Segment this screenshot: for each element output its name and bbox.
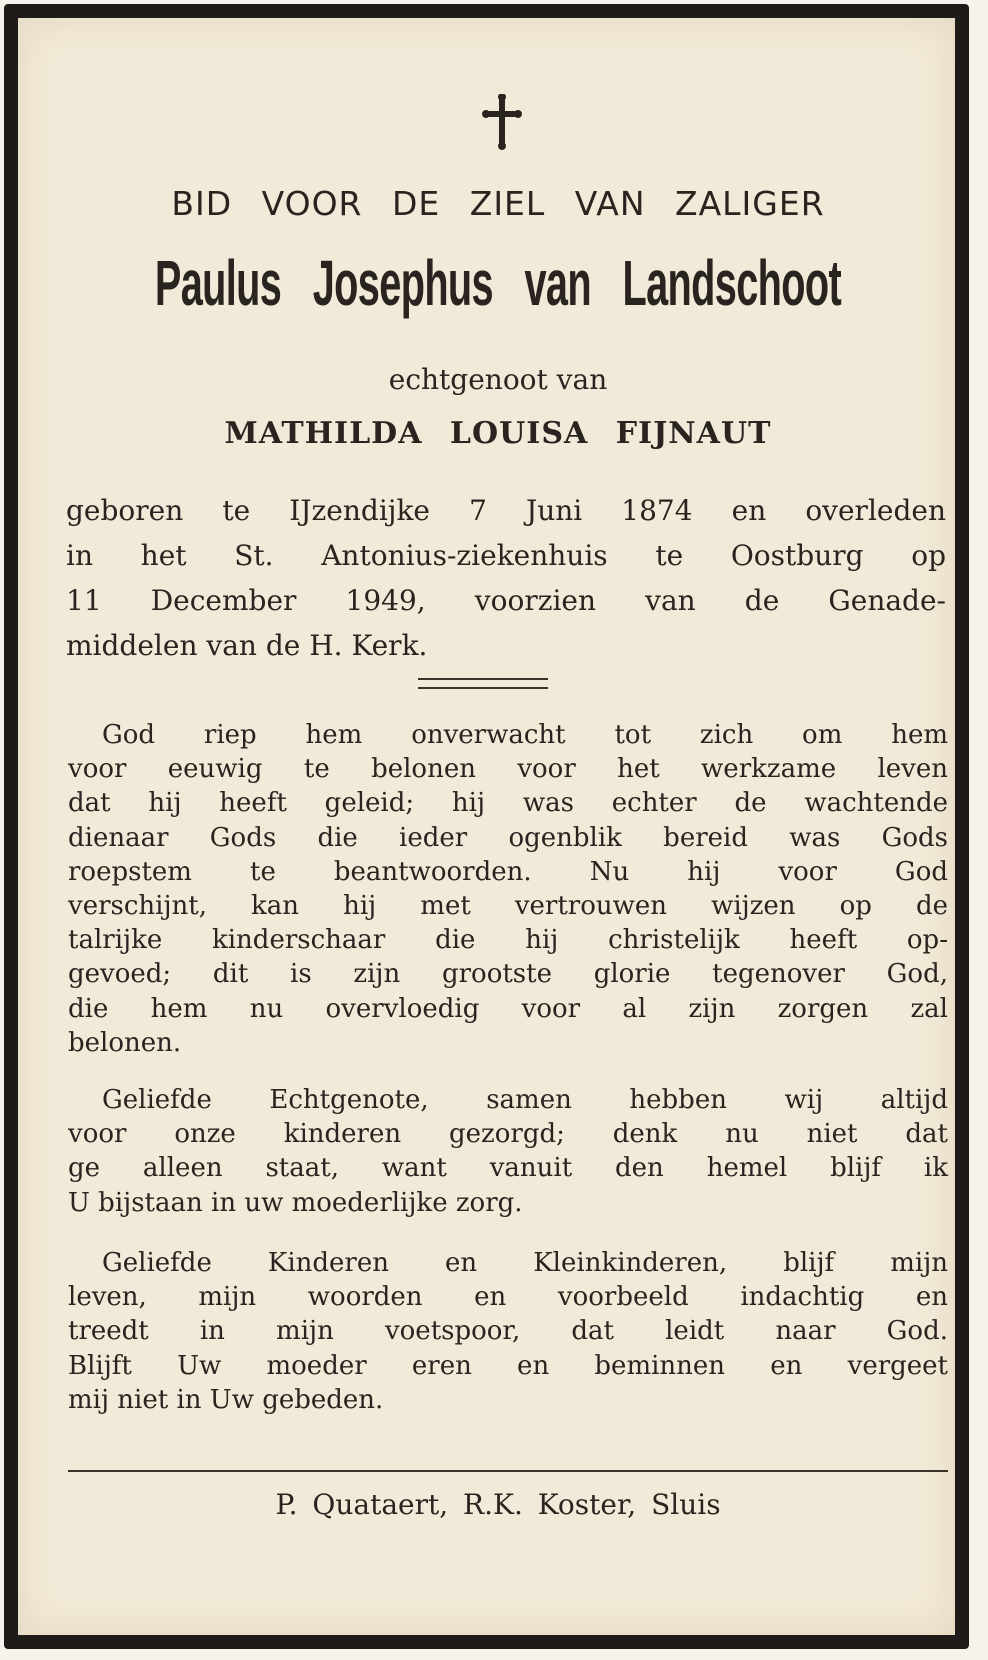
text-line: dat hij heeft geleid; hij was echter de wachtende: [68, 788, 948, 819]
text-line: belonen.: [68, 1027, 182, 1058]
text-line: gevoed; dit is zijn grootste glorie tegenover God,: [68, 959, 948, 990]
text-line: mij niet in Uw gebeden.: [68, 1384, 384, 1415]
text-line: verschijnt, kan hij met vertrouwen wijzen op de: [68, 891, 948, 922]
text-line: voor eeuwig te belonen voor het werkzame leven: [68, 754, 948, 785]
text-line: Blijft Uw moeder eren en beminnen en vergeet: [68, 1350, 948, 1381]
text-line: middelen van de H. Kerk.: [66, 629, 428, 662]
cross-icon: [482, 94, 522, 150]
text-line: Geliefde Echtgenote, samen hebben wij altijd: [102, 1085, 948, 1115]
text-line: in het St. Antonius-ziekenhuis te Oostburg op: [66, 539, 946, 572]
text-line: leven, mijn woorden en voorbeeld indachtig en: [68, 1282, 948, 1313]
text-line: 11 December 1949, voorzien van de Genade-: [66, 584, 946, 617]
birth-death-details: [66, 488, 946, 668]
memorial-card: [4, 4, 969, 1649]
text-line: ge alleen staat, want vanuit den hemel blijf ik: [68, 1153, 948, 1184]
text-line: geboren te IJzendijke 7 Juni 1874 en overleden: [66, 494, 946, 527]
prayer-heading: BID VOOR DE ZIEL VAN ZALIGER: [171, 184, 825, 223]
spouse-intro: echtgenoot van: [388, 363, 608, 396]
printer-credit: P. Quataert, R.K. Koster, Sluis: [275, 1488, 721, 1521]
footer-rule: [68, 1470, 948, 1472]
text-line: talrijke kinderschaar die hij christelijk heeft op-: [68, 925, 948, 956]
text-line: die hem nu overvloedig voor al zijn zorgen zal: [68, 993, 948, 1024]
deceased-name: Paulus Josephus van Landschoot: [154, 247, 842, 319]
divider: [418, 678, 548, 689]
text-line: roepstem te beantwoorden. Nu hij voor God: [68, 856, 948, 887]
text-line: voor onze kinderen gezorgd; denk nu niet dat: [68, 1119, 948, 1150]
eulogy-paragraph: [68, 718, 948, 1060]
text-line: dienaar Gods die ieder ogenblik bereid was Gods: [68, 822, 948, 853]
text-line: Geliefde Kinderen en Kleinkinderen, blijf mijn: [102, 1248, 948, 1278]
children-paragraph: [68, 1246, 948, 1417]
spouse-paragraph: [68, 1083, 948, 1220]
spouse-name: MATHILDA LOUISA FIJNAUT: [224, 416, 772, 451]
text-line: treedt in mijn voetspoor, dat leidt naar God.: [68, 1316, 948, 1347]
text-line: God riep hem onverwacht tot zich om hem: [102, 720, 948, 750]
text-line: U bijstaan in uw moederlijke zorg.: [68, 1187, 523, 1218]
